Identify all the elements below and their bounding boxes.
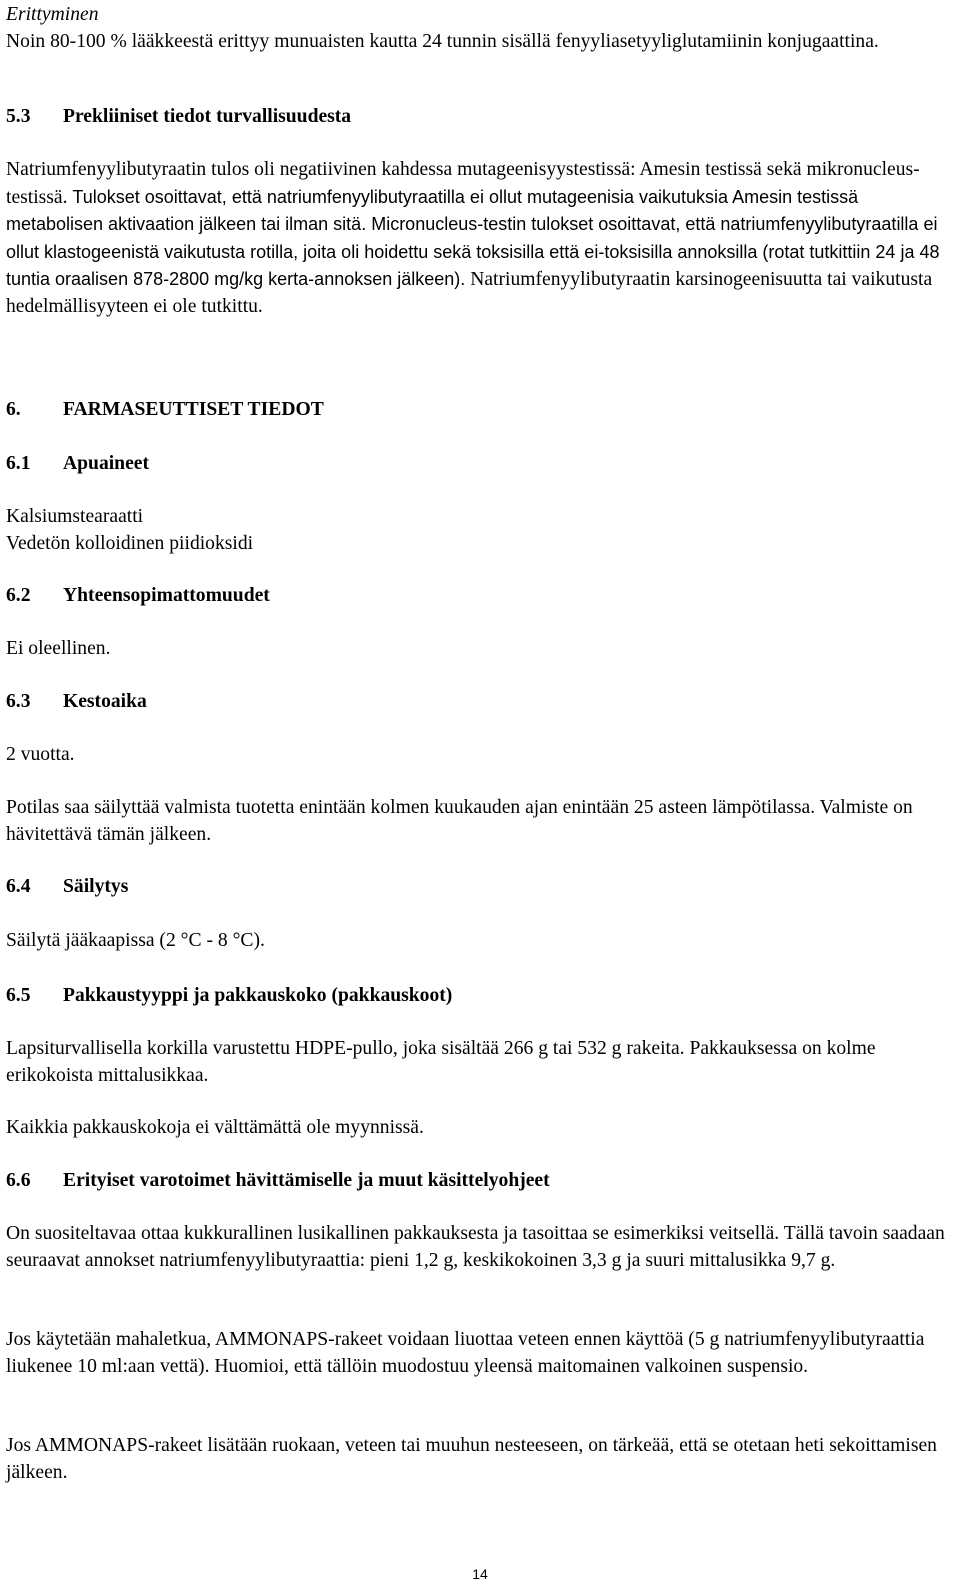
section-title: Yhteensopimattomuudet xyxy=(63,585,270,606)
section-6-heading xyxy=(6,397,324,423)
incompatibilities-text: Ei oleellinen. xyxy=(6,638,111,659)
preclinical-text-2: Tulokset osoittavat, että natriumfenyylibutyraatilla ei ollut mutageenisia vaikutuksia Amesin testissä metabolisen aktivaation jälkeen tai ilman sitä. Micronucleus-testin tulokset osoittavat, että natriumfenyylibutyraatilla ei ollut klastogeenistä vaikutusta rotilla, joita oli hoidettu sekä toksisilla että ei-toksisilla annoksilla (rotat tutkittiin 24 ja 48 tuntia oraalisen 878-2800 mg/kg kerta-annoksen jälkeen). xyxy=(6,186,940,289)
page-number: 14 xyxy=(472,1566,488,1582)
elimination-block xyxy=(6,2,956,55)
section-number: 6.3 xyxy=(6,691,31,712)
section-6-3-heading xyxy=(6,689,147,715)
section-number: 5.3 xyxy=(6,106,31,127)
section-6-6-heading xyxy=(6,1168,550,1194)
section-title: Erityiset varotoimet hävittämiselle ja muut käsittelyohjeet xyxy=(63,1170,550,1191)
section-6-5-heading xyxy=(6,983,452,1009)
packaging-text: Lapsiturvallisella korkilla varustettu HDPE-pullo, joka sisältää 266 g tai 532 g rakeita. Pakkauksessa on kolme erikokoista mittalusikkaa. xyxy=(6,1038,876,1086)
storage-text: Säilytä jääkaapissa (2 °C - 8 °C). xyxy=(6,930,265,951)
packaging-text-2: Kaikkia pakkauskokoja ei välttämättä ole myynnissä. xyxy=(6,1117,424,1138)
preclinical-text-3: Natriumfenyylibutyraatin karsinogeenisuutta tai vaikutusta hedelmällisyyteen ei ole tutkittu. xyxy=(6,269,933,317)
excipient-item: Kalsiumstearaatti xyxy=(6,506,144,527)
section-6-2-heading xyxy=(6,583,270,609)
shelf-life-text: 2 vuotta. xyxy=(6,744,75,765)
section-title: Kestoaika xyxy=(63,691,147,712)
section-number: 6. xyxy=(6,399,21,420)
section-title: Apuaineet xyxy=(63,453,150,474)
section-number: 6.4 xyxy=(6,876,31,897)
section-number: 6.6 xyxy=(6,1170,31,1191)
elimination-heading: Erittyminen xyxy=(6,4,99,25)
elimination-text: Noin 80-100 % lääkkeestä erittyy munuaisten kautta 24 tunnin sisällä fenyyliasetyyliglutamiinin konjugaattina. xyxy=(6,30,879,52)
section-number: 6.1 xyxy=(6,453,31,474)
section-title: Pakkaustyyppi ja pakkauskoko (pakkauskoot) xyxy=(63,985,453,1006)
excipient-item: Vedetön kolloidinen piidioksidi xyxy=(6,532,254,554)
section-title: FARMASEUTTISET TIEDOT xyxy=(63,399,324,420)
section-title: Prekliiniset tiedot turvallisuudesta xyxy=(63,106,352,127)
section-6-1-heading xyxy=(6,451,149,477)
section-number: 6.2 xyxy=(6,585,31,606)
shelf-life-text-2: Potilas saa säilyttää valmista tuotetta enintään kolmen kuukauden ajan enintään 25 asteen lämpötilassa. Valmiste on hävitettävä tämän jälkeen. xyxy=(6,797,913,845)
section-title: Säilytys xyxy=(63,876,129,897)
preclinical-paragraph xyxy=(6,157,956,320)
section-6-4-heading xyxy=(6,874,128,900)
section-5-3-heading xyxy=(6,104,351,130)
handling-paragraph-2: Jos käytetään mahaletkua, AMMONAPS-rakeet voidaan liuottaa veteen ennen käyttöä (5 g natriumfenyylibutyraattia liukenee 10 ml:aan vettä). Huomioi, että tällöin muodostuu yleensä maitomainen valkoinen suspensio. xyxy=(6,1329,925,1377)
handling-paragraph-1: On suositeltavaa ottaa kukkurallinen lusikallinen pakkauksesta ja tasoittaa se esimerkiksi veitsellä. Tällä tavoin saadaan seuraavat annokset natriumfenyylibutyraattia: pieni 1,2 g, keskikokoinen 3,3 g ja suuri mittalusikka 9,7 g. xyxy=(6,1223,945,1271)
preclinical-text-1: Natriumfenyylibutyraatin tulos oli negatiivinen kahdessa mutageenisyystestissä: Amesin testissä sekä mikronucleus-testissä. xyxy=(6,159,920,208)
section-number: 6.5 xyxy=(6,985,31,1006)
excipients-list xyxy=(6,504,956,557)
handling-paragraph-3: Jos AMMONAPS-rakeet lisätään ruokaan, veteen tai muuhun nesteeseen, on tärkeää, että se otetaan heti sekoittamisen jälkeen. xyxy=(6,1435,937,1483)
